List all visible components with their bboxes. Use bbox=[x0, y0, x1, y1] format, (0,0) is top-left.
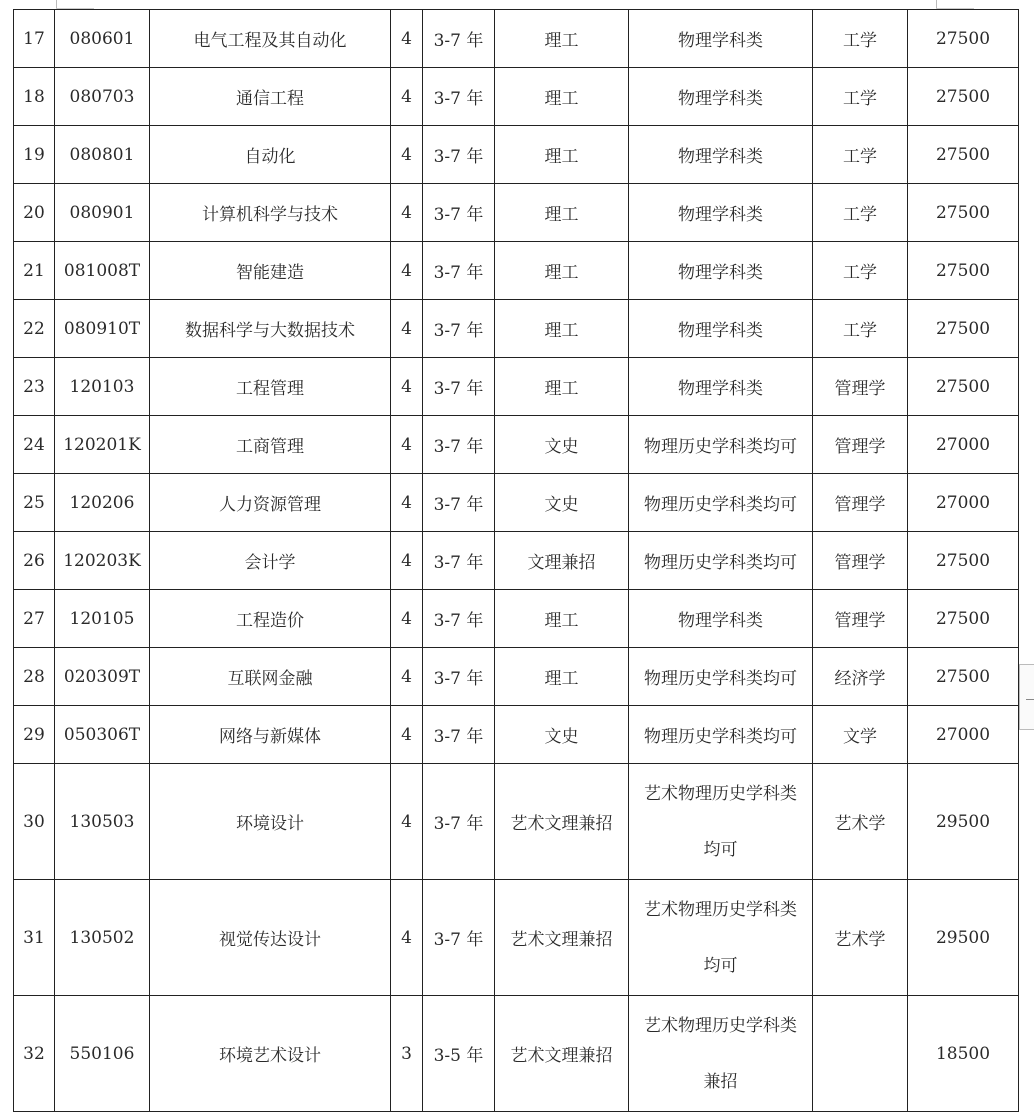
tuition-cell: 27500 bbox=[908, 648, 1019, 706]
study-period-cell: 3-7 年 bbox=[423, 300, 495, 358]
admission-category-cell: 理工 bbox=[495, 68, 629, 126]
duration-cell: 4 bbox=[391, 126, 423, 184]
tuition-cell: 27500 bbox=[908, 590, 1019, 648]
row-number-cell: 23 bbox=[14, 358, 55, 416]
degree-cell: 工学 bbox=[813, 10, 908, 68]
major-name-cell: 视觉传达设计 bbox=[150, 880, 391, 996]
row-number-cell: 24 bbox=[14, 416, 55, 474]
subject-requirement-cell: 物理学科类 bbox=[629, 10, 813, 68]
duration-cell: 4 bbox=[391, 648, 423, 706]
admission-category-cell: 文史 bbox=[495, 416, 629, 474]
admission-category-cell: 文史 bbox=[495, 474, 629, 532]
tuition-cell: 27500 bbox=[908, 532, 1019, 590]
study-period-cell: 3-7 年 bbox=[423, 184, 495, 242]
subject-requirement-cell: 物理学科类 bbox=[629, 242, 813, 300]
major-code-cell: 080910T bbox=[55, 300, 150, 358]
degree-cell: 工学 bbox=[813, 242, 908, 300]
major-name-cell: 电气工程及其自动化 bbox=[150, 10, 391, 68]
row-number-cell: 21 bbox=[14, 242, 55, 300]
duration-cell: 4 bbox=[391, 10, 423, 68]
major-code-cell: 130503 bbox=[55, 764, 150, 880]
degree-cell: 工学 bbox=[813, 68, 908, 126]
tuition-cell: 27000 bbox=[908, 706, 1019, 764]
duration-cell: 4 bbox=[391, 358, 423, 416]
tuition-cell: 27000 bbox=[908, 416, 1019, 474]
row-number-cell: 20 bbox=[14, 184, 55, 242]
admission-category-cell: 艺术文理兼招 bbox=[495, 996, 629, 1112]
study-period-cell: 3-7 年 bbox=[423, 648, 495, 706]
major-name-cell: 环境艺术设计 bbox=[150, 996, 391, 1112]
subject-line-2: 均可 bbox=[703, 955, 738, 976]
subject-requirement-cell: 物理学科类 bbox=[629, 358, 813, 416]
major-code-cell: 050306T bbox=[55, 706, 150, 764]
subject-line-1: 艺术物理历史学科类 bbox=[644, 783, 797, 804]
table-row bbox=[14, 648, 1019, 706]
major-code-cell: 120206 bbox=[55, 474, 150, 532]
tuition-cell: 18500 bbox=[908, 996, 1019, 1112]
tuition-cell: 27500 bbox=[908, 300, 1019, 358]
degree-cell: 经济学 bbox=[813, 648, 908, 706]
study-period-cell: 3-7 年 bbox=[423, 358, 495, 416]
table-row bbox=[14, 242, 1019, 300]
study-period-cell: 3-7 年 bbox=[423, 764, 495, 880]
major-code-cell: 120203K bbox=[55, 532, 150, 590]
admission-category-cell: 艺术文理兼招 bbox=[495, 764, 629, 880]
tuition-cell: 29500 bbox=[908, 880, 1019, 996]
study-period-cell: 3-7 年 bbox=[423, 416, 495, 474]
major-name-cell: 工商管理 bbox=[150, 416, 391, 474]
side-tab-dash-icon bbox=[1026, 699, 1034, 700]
degree-cell: 管理学 bbox=[813, 474, 908, 532]
major-code-cell: 081008T bbox=[55, 242, 150, 300]
table-row bbox=[14, 706, 1019, 764]
major-name-cell: 通信工程 bbox=[150, 68, 391, 126]
duration-cell: 4 bbox=[391, 474, 423, 532]
table-row bbox=[14, 10, 1019, 68]
admission-category-cell: 理工 bbox=[495, 242, 629, 300]
major-code-cell: 080901 bbox=[55, 184, 150, 242]
degree-cell: 管理学 bbox=[813, 358, 908, 416]
duration-cell: 4 bbox=[391, 300, 423, 358]
row-number-cell: 19 bbox=[14, 126, 55, 184]
tuition-cell: 27500 bbox=[908, 10, 1019, 68]
major-name-cell: 工程管理 bbox=[150, 358, 391, 416]
study-period-cell: 3-7 年 bbox=[423, 68, 495, 126]
degree-cell: 管理学 bbox=[813, 532, 908, 590]
table-row bbox=[14, 300, 1019, 358]
row-number-cell: 32 bbox=[14, 996, 55, 1112]
row-number-cell: 26 bbox=[14, 532, 55, 590]
table-row bbox=[14, 996, 1019, 1112]
admission-category-cell: 理工 bbox=[495, 590, 629, 648]
study-period-cell: 3-7 年 bbox=[423, 532, 495, 590]
subject-requirement-cell: 物理学科类 bbox=[629, 590, 813, 648]
study-period-cell: 3-7 年 bbox=[423, 10, 495, 68]
side-scroll-tab[interactable] bbox=[1019, 664, 1034, 730]
major-name-cell: 互联网金融 bbox=[150, 648, 391, 706]
subject-requirement-cell bbox=[629, 764, 813, 880]
subject-requirement-cell: 物理学科类 bbox=[629, 184, 813, 242]
major-name-cell: 智能建造 bbox=[150, 242, 391, 300]
duration-cell: 4 bbox=[391, 184, 423, 242]
degree-cell: 管理学 bbox=[813, 416, 908, 474]
majors-table bbox=[13, 9, 1019, 1112]
major-name-cell: 人力资源管理 bbox=[150, 474, 391, 532]
table-row bbox=[14, 474, 1019, 532]
admission-category-cell: 理工 bbox=[495, 184, 629, 242]
major-name-cell: 数据科学与大数据技术 bbox=[150, 300, 391, 358]
study-period-cell: 3-7 年 bbox=[423, 126, 495, 184]
study-period-cell: 3-7 年 bbox=[423, 242, 495, 300]
major-code-cell: 080601 bbox=[55, 10, 150, 68]
duration-cell: 3 bbox=[391, 996, 423, 1112]
subject-requirement-cell: 物理历史学科类均可 bbox=[629, 532, 813, 590]
subject-requirement-cell bbox=[629, 880, 813, 996]
row-number-cell: 17 bbox=[14, 10, 55, 68]
subject-requirement-cell: 物理学科类 bbox=[629, 68, 813, 126]
major-code-cell: 120105 bbox=[55, 590, 150, 648]
major-code-cell: 130502 bbox=[55, 880, 150, 996]
major-code-cell: 120103 bbox=[55, 358, 150, 416]
tuition-cell: 27500 bbox=[908, 68, 1019, 126]
duration-cell: 4 bbox=[391, 764, 423, 880]
tuition-cell: 29500 bbox=[908, 764, 1019, 880]
document-page bbox=[13, 9, 1019, 1112]
row-number-cell: 27 bbox=[14, 590, 55, 648]
row-number-cell: 22 bbox=[14, 300, 55, 358]
admission-category-cell: 文史 bbox=[495, 706, 629, 764]
tuition-cell: 27500 bbox=[908, 242, 1019, 300]
study-period-cell: 3-5 年 bbox=[423, 996, 495, 1112]
major-name-cell: 网络与新媒体 bbox=[150, 706, 391, 764]
degree-cell: 管理学 bbox=[813, 590, 908, 648]
table-body bbox=[14, 10, 1019, 1112]
degree-cell: 艺术学 bbox=[813, 764, 908, 880]
major-code-cell: 080703 bbox=[55, 68, 150, 126]
admission-category-cell: 理工 bbox=[495, 10, 629, 68]
major-name-cell: 会计学 bbox=[150, 532, 391, 590]
degree-cell: 工学 bbox=[813, 184, 908, 242]
row-number-cell: 25 bbox=[14, 474, 55, 532]
duration-cell: 4 bbox=[391, 416, 423, 474]
table-row bbox=[14, 532, 1019, 590]
table-row bbox=[14, 184, 1019, 242]
table-row bbox=[14, 126, 1019, 184]
duration-cell: 4 bbox=[391, 68, 423, 126]
row-number-cell: 28 bbox=[14, 648, 55, 706]
study-period-cell: 3-7 年 bbox=[423, 706, 495, 764]
tuition-cell: 27000 bbox=[908, 474, 1019, 532]
degree-cell: 艺术学 bbox=[813, 880, 908, 996]
subject-requirement-cell: 物理学科类 bbox=[629, 126, 813, 184]
tuition-cell: 27500 bbox=[908, 126, 1019, 184]
table-row bbox=[14, 358, 1019, 416]
tuition-cell: 27500 bbox=[908, 358, 1019, 416]
duration-cell: 4 bbox=[391, 532, 423, 590]
admission-category-cell: 文理兼招 bbox=[495, 532, 629, 590]
study-period-cell: 3-7 年 bbox=[423, 880, 495, 996]
subject-requirement-cell: 物理学科类 bbox=[629, 300, 813, 358]
table-row bbox=[14, 416, 1019, 474]
major-code-cell: 550106 bbox=[55, 996, 150, 1112]
table-row bbox=[14, 68, 1019, 126]
subject-line-1: 艺术物理历史学科类 bbox=[644, 899, 797, 920]
admission-category-cell: 理工 bbox=[495, 358, 629, 416]
tuition-cell: 27500 bbox=[908, 184, 1019, 242]
table-row bbox=[14, 590, 1019, 648]
major-code-cell: 020309T bbox=[55, 648, 150, 706]
subject-line-1: 艺术物理历史学科类 bbox=[644, 1015, 797, 1036]
row-number-cell: 18 bbox=[14, 68, 55, 126]
major-code-cell: 080801 bbox=[55, 126, 150, 184]
subject-line-2: 兼招 bbox=[703, 1071, 738, 1092]
degree-cell: 工学 bbox=[813, 300, 908, 358]
degree-cell: 文学 bbox=[813, 706, 908, 764]
admission-category-cell: 艺术文理兼招 bbox=[495, 880, 629, 996]
duration-cell: 4 bbox=[391, 242, 423, 300]
major-name-cell: 工程造价 bbox=[150, 590, 391, 648]
study-period-cell: 3-7 年 bbox=[423, 590, 495, 648]
admission-category-cell: 理工 bbox=[495, 648, 629, 706]
degree-cell bbox=[813, 996, 908, 1112]
table-row bbox=[14, 880, 1019, 996]
degree-cell: 工学 bbox=[813, 126, 908, 184]
subject-requirement-cell: 物理历史学科类均可 bbox=[629, 474, 813, 532]
subject-requirement-cell: 物理历史学科类均可 bbox=[629, 416, 813, 474]
study-period-cell: 3-7 年 bbox=[423, 474, 495, 532]
duration-cell: 4 bbox=[391, 880, 423, 996]
row-number-cell: 30 bbox=[14, 764, 55, 880]
major-code-cell: 120201K bbox=[55, 416, 150, 474]
major-name-cell: 环境设计 bbox=[150, 764, 391, 880]
subject-requirement-cell bbox=[629, 996, 813, 1112]
admission-category-cell: 理工 bbox=[495, 300, 629, 358]
duration-cell: 4 bbox=[391, 706, 423, 764]
major-name-cell: 计算机科学与技术 bbox=[150, 184, 391, 242]
duration-cell: 4 bbox=[391, 590, 423, 648]
admission-category-cell: 理工 bbox=[495, 126, 629, 184]
row-number-cell: 31 bbox=[14, 880, 55, 996]
subject-line-2: 均可 bbox=[703, 839, 738, 860]
row-number-cell: 29 bbox=[14, 706, 55, 764]
major-name-cell: 自动化 bbox=[150, 126, 391, 184]
table-row bbox=[14, 764, 1019, 880]
subject-requirement-cell: 物理历史学科类均可 bbox=[629, 706, 813, 764]
subject-requirement-cell: 物理历史学科类均可 bbox=[629, 648, 813, 706]
